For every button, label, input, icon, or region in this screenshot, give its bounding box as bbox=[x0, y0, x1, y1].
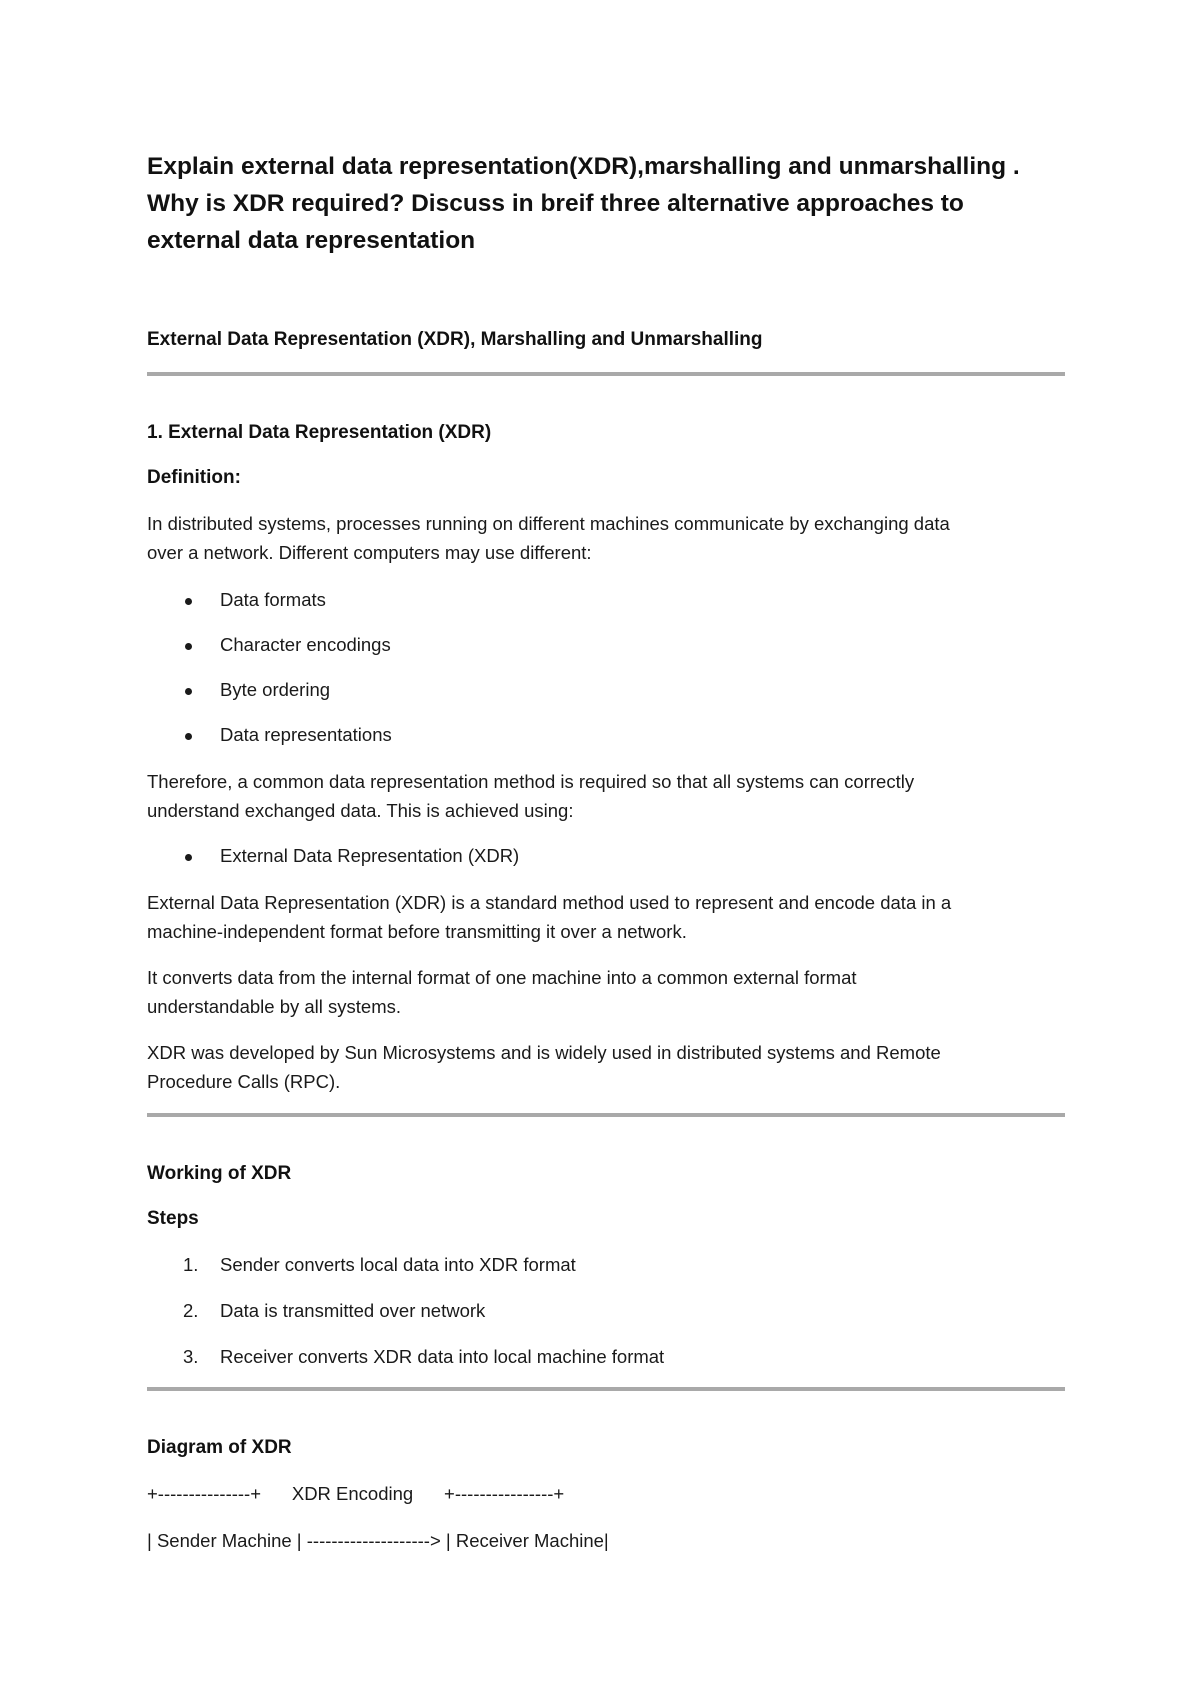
sun-line-1: XDR was developed by Sun Microsystems and is widely used in distributed systems and Remote bbox=[147, 1042, 941, 1063]
step-text: Receiver converts XDR data into local machine format bbox=[220, 1346, 665, 1367]
converts-line-1: It converts data from the internal format of one machine into a common external format bbox=[147, 967, 857, 988]
main-heading: External Data Representation (XDR), Marshalling and Unmarshalling bbox=[147, 329, 763, 350]
step-text: Sender converts local data into XDR format bbox=[220, 1254, 576, 1275]
step-number: 2. bbox=[183, 1300, 199, 1321]
sun-line-2: Procedure Calls (RPC). bbox=[147, 1071, 341, 1092]
bullet-text: Character encodings bbox=[220, 634, 391, 655]
bullet-icon bbox=[185, 688, 192, 695]
diagram-line-1: +---------------+ XDR Encoding +----------------+ bbox=[147, 1483, 565, 1504]
definition-line-2: machine-independent format before transmitting it over a network. bbox=[147, 921, 687, 942]
therefore-line-2: understand exchanged data. This is achieved using: bbox=[147, 800, 574, 821]
converts-line-2: understandable by all systems. bbox=[147, 996, 401, 1017]
intro-line-1: In distributed systems, processes running on different machines communicate by exchanging data bbox=[147, 513, 950, 534]
title-line-2: Why is XDR required? Discuss in breif three alternative approaches to bbox=[147, 190, 964, 217]
bullet-text: Data formats bbox=[220, 589, 326, 610]
bullet-text: External Data Representation (XDR) bbox=[220, 845, 520, 866]
definition-line-1: External Data Representation (XDR) is a standard method used to represent and encode data in a bbox=[147, 892, 952, 913]
therefore-line-1: Therefore, a common data representation method is required so that all systems can correctly bbox=[147, 771, 915, 792]
bullet-icon bbox=[185, 733, 192, 740]
intro-line-2: over a network. Different computers may use different: bbox=[147, 542, 592, 563]
title-line-3: external data representation bbox=[147, 227, 476, 254]
section-heading-xdr: 1. External Data Representation (XDR) bbox=[147, 422, 492, 443]
diagram-heading: Diagram of XDR bbox=[147, 1437, 292, 1458]
bullet-text: Byte ordering bbox=[220, 679, 331, 700]
step-number: 1. bbox=[183, 1254, 199, 1275]
step-number: 3. bbox=[183, 1346, 199, 1367]
bullet-text: Data representations bbox=[220, 724, 392, 745]
diagram-line-2: | Sender Machine | --------------------> | Receiver Machine| bbox=[147, 1530, 609, 1551]
working-heading: Working of XDR bbox=[147, 1163, 292, 1184]
title-line-1: Explain external data representation(XDR),marshalling and unmarshalling . bbox=[147, 153, 1020, 180]
bullet-icon bbox=[185, 854, 192, 861]
document-title bbox=[147, 148, 1065, 259]
horizontal-rule bbox=[147, 372, 1065, 376]
step-text: Data is transmitted over network bbox=[220, 1300, 486, 1321]
bullet-icon bbox=[185, 598, 192, 605]
definition-label: Definition: bbox=[147, 467, 241, 488]
steps-label: Steps bbox=[147, 1208, 199, 1229]
horizontal-rule bbox=[147, 1387, 1065, 1391]
bullet-icon bbox=[185, 643, 192, 650]
horizontal-rule bbox=[147, 1113, 1065, 1117]
